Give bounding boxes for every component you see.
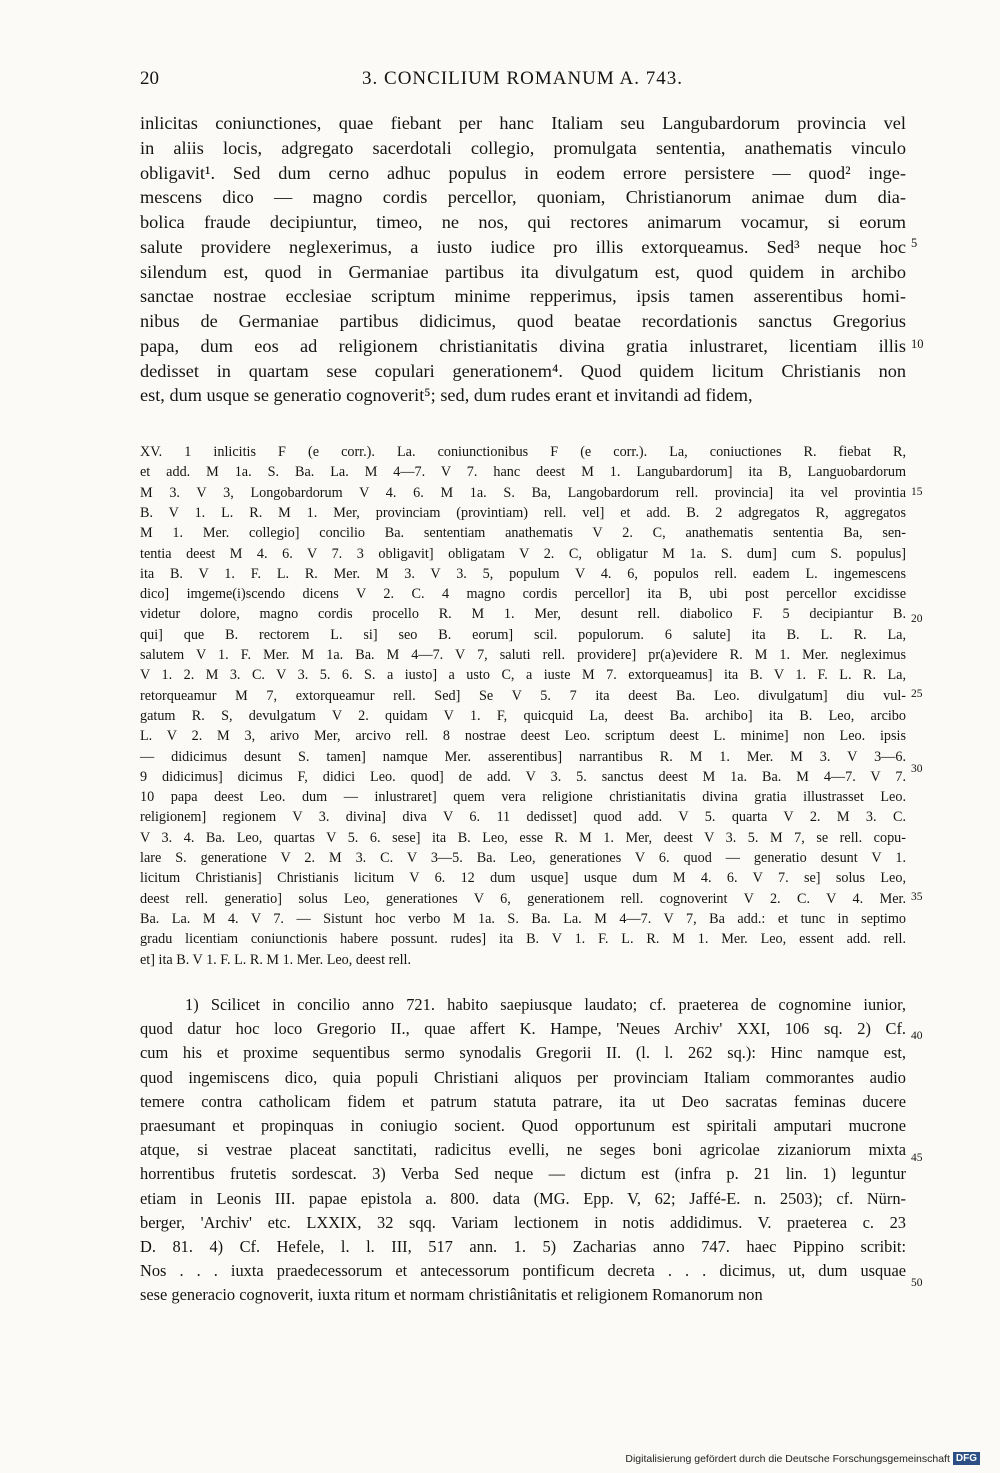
body-text-line: papa, dum eos ad religionem christianitatis divina gratia inlustraret, licentiam illis: [140, 335, 906, 356]
footnote-line: berger, 'Archiv' etc. LXXIX, 32 sqq. Variam lectionem in notis addidimus. V. praeterea c. 23: [140, 1212, 906, 1232]
apparatus-line: tentia deest M 4. 6. V 7. 3 obligavit] obligatam V 2. C, obligatur M 1a. S. dum] cum S. populus]: [140, 545, 906, 562]
digitization-credit: [625, 1452, 980, 1465]
apparatus-line: salutem V 1. F. Mer. M 1a. Ba. M 4—7. V 7, saluti rell. providere] pr(a)evidere R. M 1. Mer. negleximus: [140, 647, 906, 663]
line-number: 20: [911, 613, 923, 625]
apparatus-line: B. V 1. L. R. M 1. Mer, provinciam (provintiam) rell. vel] et add. B. 2 adgregatos R, aggregatos: [140, 504, 906, 521]
footnote-line: sese generacio cognoverit, iuxta ritum et normam christiânitatis et religionem Romanorum non: [140, 1285, 763, 1305]
footnote-line: temere contra catholicam fidem et patrum statuta patrare, ita ut Deo sacratas feminas ducere: [140, 1091, 906, 1111]
line-number: 40: [911, 1030, 923, 1042]
apparatus-line: et] ita B. V 1. F. L. R. M 1. Mer. Leo, deest rell.: [140, 951, 412, 968]
page-number: 20: [140, 68, 159, 89]
footnote-line: atque, si vestrae placeat sanctitati, radicitus evelli, ne seges boni agricolae zizaniorum mixta: [140, 1140, 906, 1160]
footnote-line: D. 81. 4) Cf. Hefele, l. l. III, 517 ann. 1. 5) Zacharias anno 747. haec Pippino scribit:: [140, 1237, 906, 1256]
line-number: 35: [911, 891, 923, 903]
apparatus-line: 10 papa deest Leo. dum — inlustraret] quem vera religione christianitatis divina gratia illustrasset Leo.: [140, 789, 906, 806]
line-number: 15: [911, 486, 923, 498]
apparatus-line: M 3. V 3, Longobardorum V 4. 6. M 1a. S. Ba, Langobardorum rell. provincia] ita vel provintia: [140, 484, 906, 501]
body-text-line: nibus de Germaniae partibus didicimus, quod beatae recordationis sanctus Gregorius: [140, 311, 906, 331]
apparatus-line: lare S. generatione V 2. M 3. C. V 3—5. Ba. Leo, generationes V 6. quod — generatio desunt V 1.: [140, 850, 906, 866]
apparatus-line: gradu licentiam coniunctionis habere possunt. rudes] ita B. V 1. F. L. R. M 1. Mer. Leo, essent add. rell.: [140, 931, 906, 948]
line-number: 5: [911, 236, 918, 250]
body-text-line: est, dum usque se generatio cognoverit⁵; sed, dum rudes erant et invitandi ad fidem,: [140, 385, 753, 406]
apparatus-line: M 1. Mer. collegio] concilio Ba. sententiam anathematis V 2. C, anathematis sententia Ba, sen-: [140, 525, 906, 542]
body-text-line: silendum est, quod in Germaniae partibus ita divulgatum est, quod quidem in archibo: [140, 261, 906, 282]
line-number: 50: [911, 1277, 923, 1289]
line-number: 10: [911, 337, 924, 351]
apparatus-line: et add. M 1a. S. Ba. La. M 4—7. V 7. hanc deest M 1. Langubardorum] ita B, Languobardorum: [140, 464, 906, 481]
body-text-line: obligavit¹. Sed dum cerno adhuc populus in eodem errore persistere — quod² inge-: [140, 162, 906, 183]
body-text-line: dedisset in quartam sese copulari generationem⁴. Quod quidem licitum Christianis non: [140, 360, 906, 381]
apparatus-line: L. V 2. M 3, arivo Mer, arcivo rell. 8 nostrae deest Leo. scriptum deest L. minime] non Leo. ipsis: [140, 728, 906, 745]
body-text-line: inlicitas coniunctiones, quae fiebant per hanc Italiam seu Langubardorum provincia vel: [140, 113, 906, 133]
apparatus-line: deest rell. generatio] solus Leo, generationes V 6, generationem rell. cognoverint V 2. C. V 4. Mer.: [140, 890, 906, 907]
running-header: [140, 68, 905, 92]
footnote-line: 1) Scilicet in concilio anno 721. habito saepiusque laudato; cf. praeterea de cognomine iunior,: [185, 995, 906, 1014]
running-title: 3. CONCILIUM ROMANUM A. 743.: [362, 68, 683, 89]
apparatus-line: videtur dolore, magno cordis procello R. M 1. Mer, desunt rell. diabolico F. 5 decipiantur B.: [140, 606, 906, 623]
footnote-line: Nos . . . iuxta praedecessorum et antecessorum pontificum decreta . . . dicimus, ut, dum usquae: [140, 1261, 906, 1281]
apparatus-line: 9 didicimus] dicimus F, didici Leo. quod] de add. V 3. 5. sanctus deest M 1a. Ba. M 4—7. V 7.: [140, 768, 906, 785]
footnote-line: etiam in Leonis III. papae epistola a. 800. data (MG. Epp. V, 62; Jaffé-E. n. 2503); cf. Nürn-: [140, 1188, 906, 1208]
credit-text: Digitalisierung gefördert durch die Deutsche Forschungsgemeinschaft: [625, 1452, 950, 1465]
body-text-line: in aliis locis, adgregato sacerdotali collegio, promulgata sententia, anathematis vinculo: [140, 137, 906, 158]
footnote-line: cum his et proxime sequentibus sermo synodalis Gregorii II. (l. l. 262 sq.): Hinc namque est,: [140, 1043, 906, 1063]
apparatus-line: dico] imgeme(i)scendo dicens V 2. C. 4 magno cordis percellor] ita B, ubi post percellor excidisse: [140, 586, 906, 603]
apparatus-line: qui] que B. rectorem L. si] seo B. eorum] scil. populorum. 6 salute] ita B. L. R. La,: [140, 626, 906, 643]
line-number: 45: [911, 1152, 923, 1164]
apparatus-line: Ba. La. M 4. V 7. — Sistunt hoc verbo M 1a. S. Ba. La. M 4—7. V 7, Ba add.: et tunc in septimo: [140, 910, 906, 927]
apparatus-line: XV. 1 inlicitis F (e corr.). La. coniunctionibus F (e corr.). La, coniuctiones R. fiebat R,: [140, 444, 906, 460]
apparatus-line: religionem] regionem V 3. divina] diva V 6. 11 dedisset] quod add. V 5. quarta V 2. M 3. C.: [140, 809, 906, 826]
body-text-line: mescens dico — magno cordis percellor, quoniam, Christianorum animae dum dia-: [140, 187, 906, 208]
apparatus-line: ita B. V 1. F. L. R. Mer. M 3. V 3. 5, populum V 4. 6, populos rell. eadem L. ingemescens: [140, 565, 906, 582]
footnote-line: praesumant et propinquas in coniugio socient. Quod opportunum est spiritali amputari mucrone: [140, 1116, 906, 1135]
footnote-line: horrentibus frutetis sordescat. 3) Verba Sed neque — dictum est (infra p. 21 lin. 1) leguntur: [140, 1164, 906, 1184]
body-text-line: bolica fraude decipiuntur, timeo, ne nos, qui rectores animarum vocamur, si eorum: [140, 212, 906, 232]
dfg-logo: DFG: [953, 1452, 980, 1465]
apparatus-line: licitum Christianis] Christianis licitum V 6. 12 dum usque] usque dum M 4. 6. V 7. se] solus Leo,: [140, 870, 906, 887]
apparatus-line: — didicimus desunt S. tamen] namque Mer. asserentibus] narrantibus R. M 1. Mer. M 3. V 3—6.: [140, 748, 906, 765]
body-text-line: sanctae nostrae ecclesiae scriptum minime repperimus, ipsis tamen asserentibus homi-: [140, 286, 906, 307]
body-text-line: salute providere neglexerimus, a iusto iudice pro illis extorqueamus. Sed³ neque hoc: [140, 236, 906, 257]
apparatus-line: V 1. 2. M 3. C. V 3. 5. 6. S. a iusto] a usto C, a iuste M 7. extorqueamus] ita B. V 1. F. L. R. La,: [140, 667, 906, 684]
footnote-line: quod datur hoc loco Gregorio II., quae affert K. Hampe, 'Neues Archiv' XXI, 106 sq. 2) Cf.: [140, 1019, 906, 1039]
apparatus-line: V 3. 4. Ba. Leo, quartas V 5. 6. sese] ita B. Leo, esse R. M 1. Mer, deest V 3. 5. M 7, se rell. copu-: [140, 829, 906, 846]
apparatus-line: gatum R. S, devulgatum V 2. quidam V 1. F, quicquid La, deest Ba. archibo] ita B. Leo, arcibo: [140, 707, 906, 724]
line-number: 25: [911, 688, 923, 700]
line-number: 30: [911, 763, 923, 775]
footnote-line: quod ingemiscens dico, quia populi Christiani aliquos per provinciam Italiam commorantes audio: [140, 1067, 906, 1087]
apparatus-line: retorqueamur M 7, extorqueamur rell. Sed] Se V 5. 7 ita deest Ba. Leo. divulgatum] diu vul-: [140, 687, 906, 704]
